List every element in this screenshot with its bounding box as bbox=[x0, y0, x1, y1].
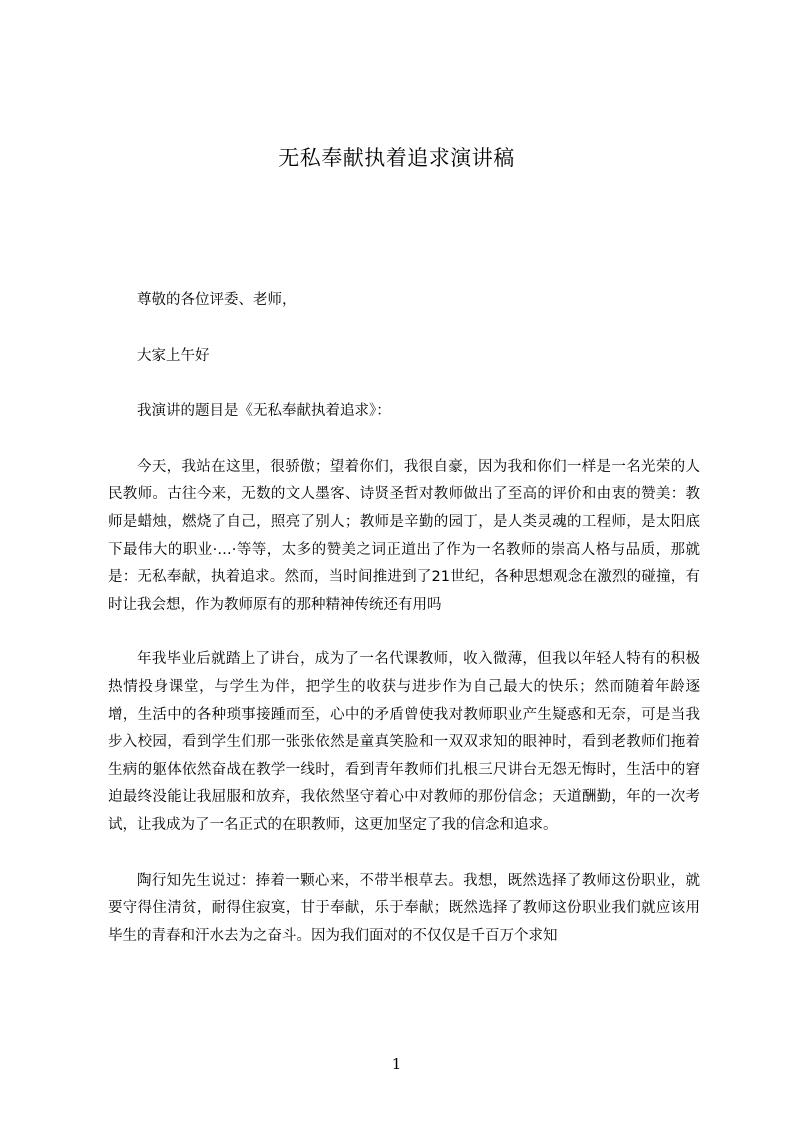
page-number: 1 bbox=[391, 1055, 402, 1073]
salutation-paragraph: 尊敬的各位评委、老师， bbox=[137, 292, 297, 308]
body-paragraph: 陶行知先生说过：捧着一颗心来，不带半根草去。我想，既然选择了教师这份职业，就要守得住清贫，耐得住寂寞，甘于奉献，乐于奉献；既然选择了教师这份职业我们就应该用毕生的青春和汗水去为之奋斗。因为我们面对的不仅仅是千百万个求知 bbox=[108, 872, 700, 944]
body-paragraph: 今天，我站在这里，很骄傲；望着你们，我很自豪，因为我和你们一样是一名光荣的人民教师。古往今来，无数的文人墨客、诗贤圣哲对教师做出了至高的评价和由衷的赞美：教师是蜡烛，燃烧了自己，照亮了别人；教师是辛勤的园丁，是人类灵魂的工程师，是太阳底下最伟大的职业·…·等等，太多的赞美之词正道出了作为一名教师的崇高人格与品质，那就是：无私奉献，执着追求。然而，当时间推进到了21世纪，各种思想观念在激烈的碰撞，有时让我会想，作为教师原有的那种精神传统还有用吗 bbox=[108, 458, 700, 613]
topic-paragraph: 我演讲的题目是《无私奉献执着追求》： bbox=[137, 403, 391, 420]
document-title: 无私奉献执着追求演讲稿 bbox=[278, 146, 515, 170]
body-paragraph: 年我毕业后就踏上了讲台，成为了一名代课教师，收入微薄，但我以年轻人特有的积极热情投身课堂，与学生为伴，把学生的收获与进步作为自己最大的快乐；然而随着年龄逐增，生活中的各种琐事接踵而至，心中的矛盾曾使我对教师职业产生疑惑和无奈，可是当我步入校园，看到学生们那一张张依然是童真笑脸和一双双求知的眼神时，看到老教师们拖着生病的躯体依然奋战在教学一线时，看到青年教师们扎根三尺讲台无怨无悔时，生活中的窘迫最终没能让我屈服和放弃，我依然坚守着心中对教师的那份信念；天道酬勤，年的一次考试，让我成为了一名正式的在职教师，这更加坚定了我的信念和追求。 bbox=[108, 651, 700, 833]
greeting-paragraph: 大家上午好 bbox=[137, 347, 210, 364]
document-body bbox=[108, 287, 700, 950]
